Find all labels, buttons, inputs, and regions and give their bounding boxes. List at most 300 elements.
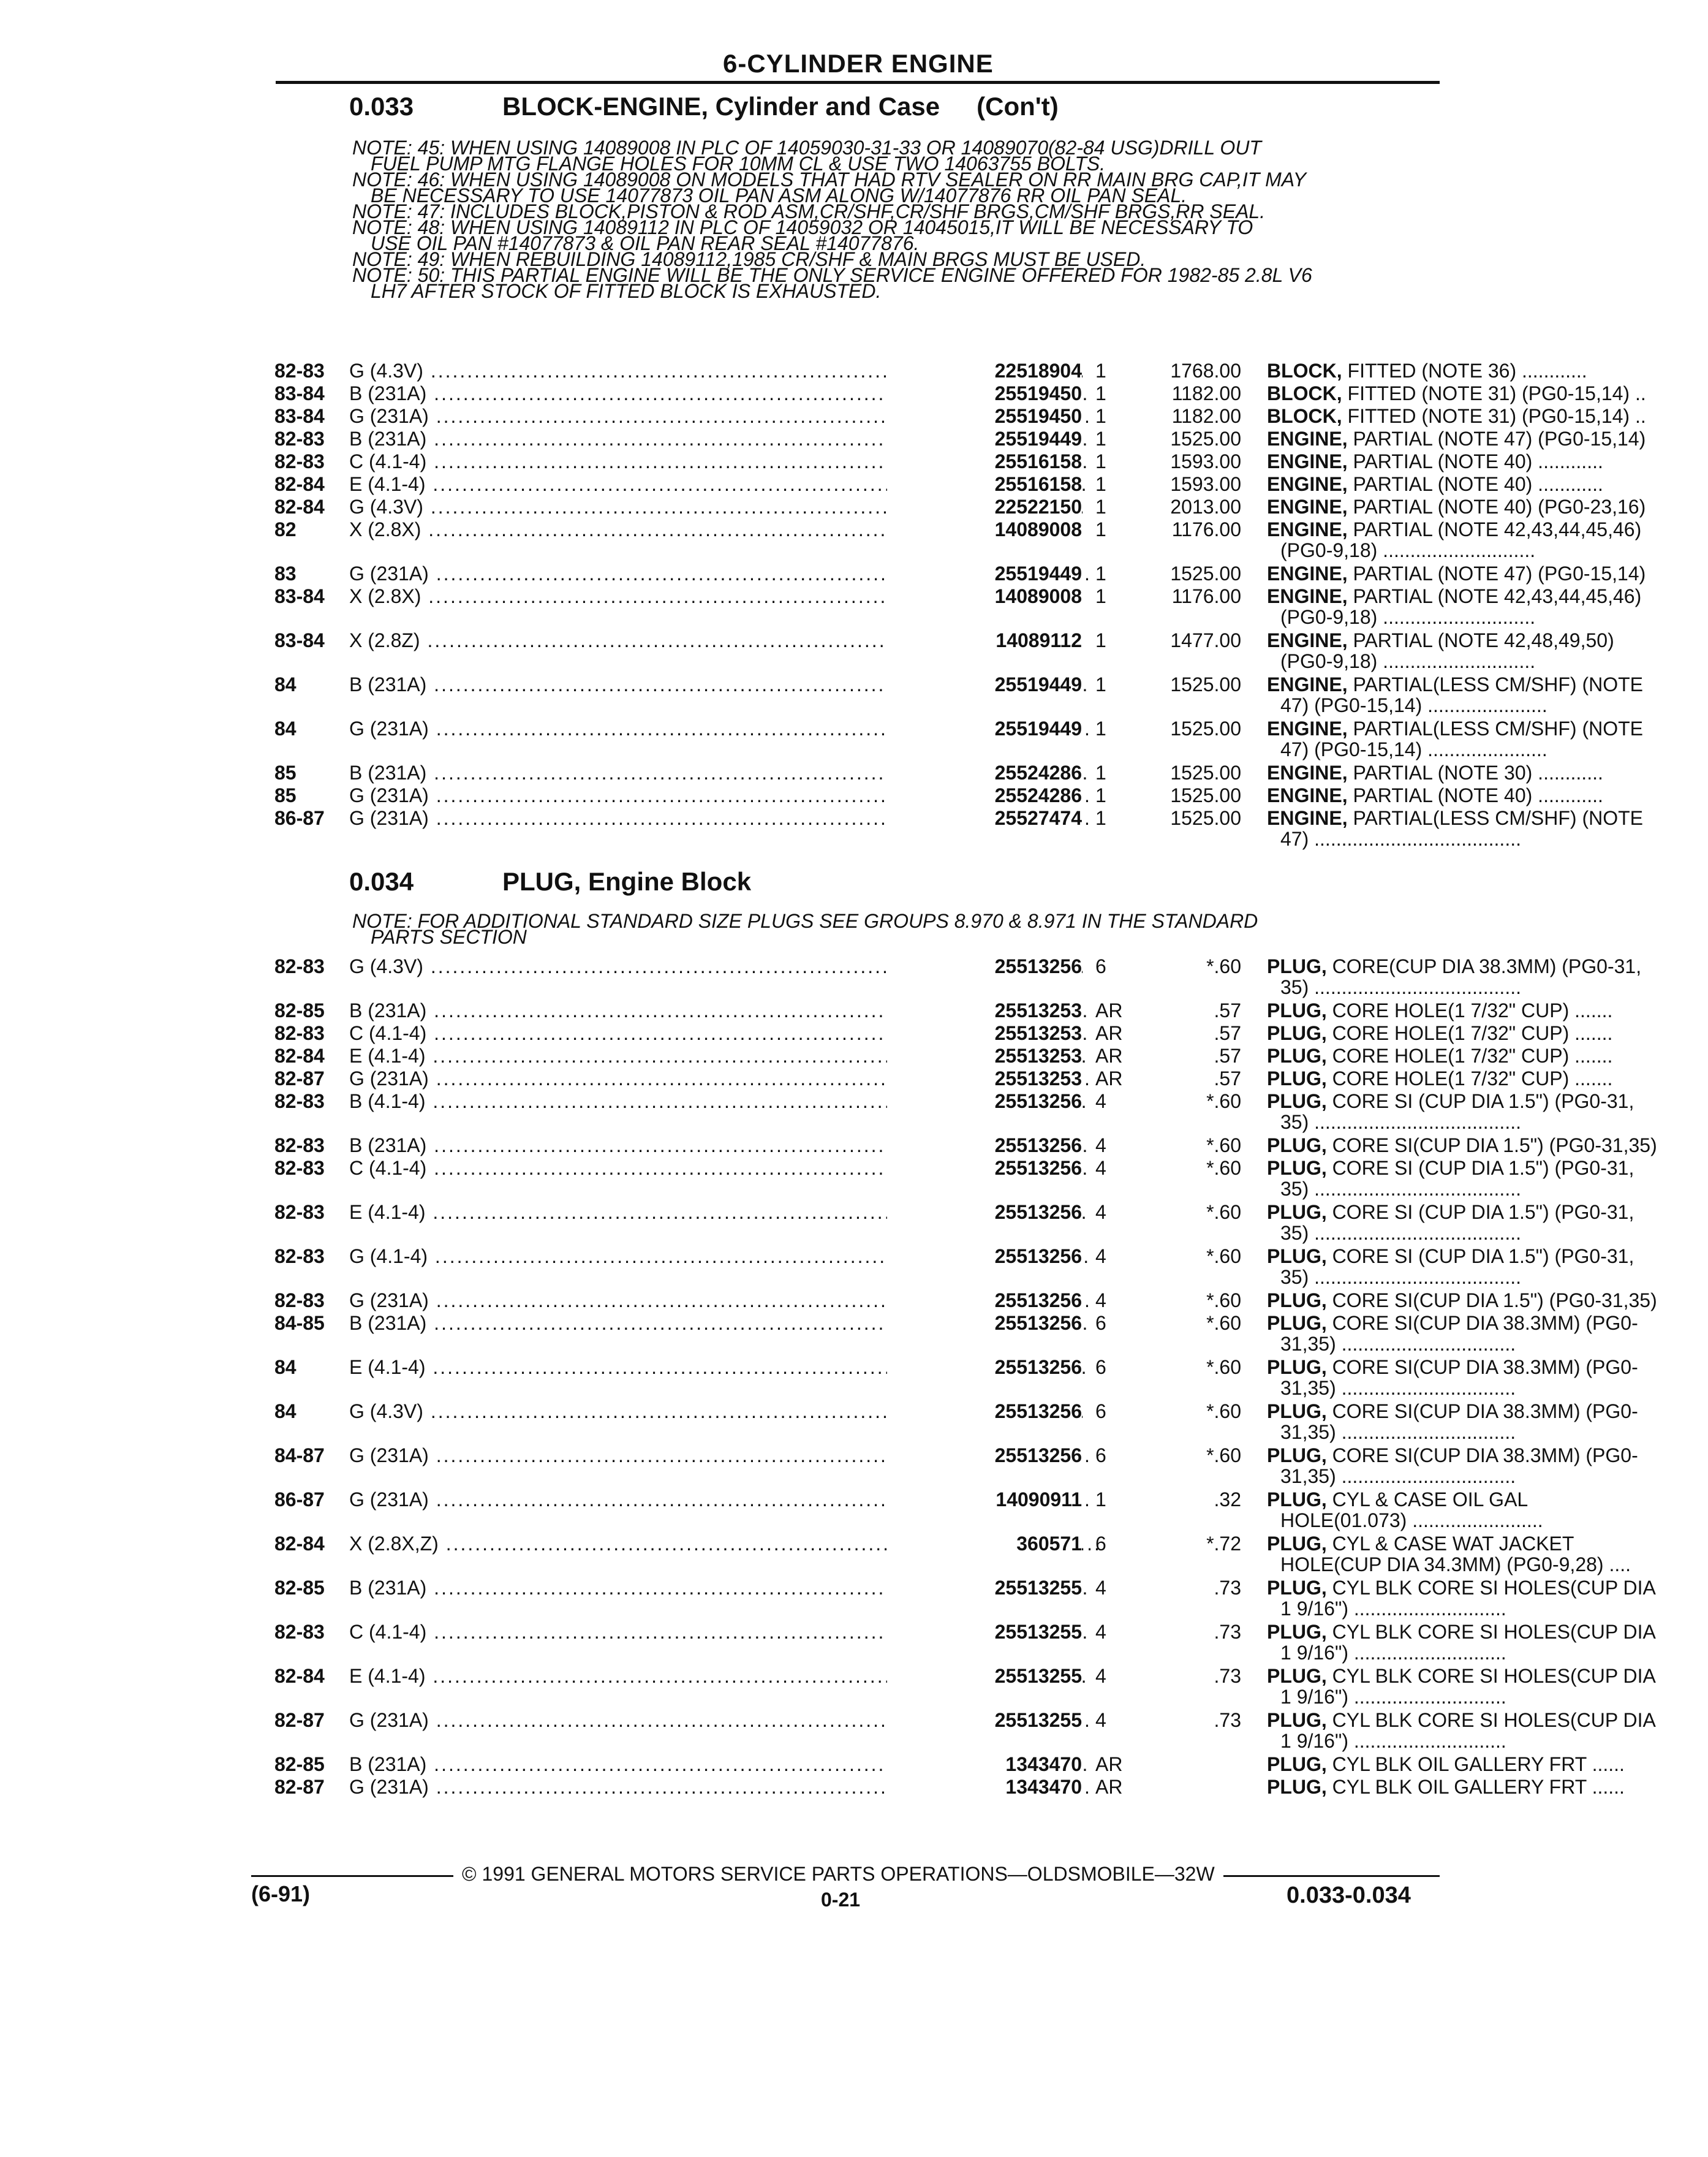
price: .32 [1214,1488,1241,1511]
quantity: 4 [1095,1621,1106,1643]
model-years: 82-83 [274,428,325,450]
part-description-keyword: ENGINE, [1267,473,1348,495]
note-line: LH7 AFTER STOCK OF FITTED BLOCK IS EXHAUSTED. [371,280,882,302]
model-years: 82-83 [274,1201,325,1223]
vehicle-model: B (231A) ..... [349,1754,956,1775]
price: *.60 [1206,1245,1241,1267]
part-description [1267,1489,1708,1531]
part-description [1267,1202,1708,1243]
vehicle-model: G (231A) ..... [349,1445,956,1466]
quantity: AR [1095,1776,1123,1798]
price: *.60 [1206,1289,1241,1311]
model-years: 82-85 [274,1577,325,1599]
part-description-text: CORE HOLE(1 7/32" CUP) ....... [1326,999,1613,1022]
part-number: 14089112 [887,630,1082,651]
part-number: 25524286 [887,762,1082,783]
part-description [1267,586,1708,627]
vehicle-model: X (2.8X) ..... [349,519,956,540]
part-description [1267,474,1708,495]
part-description [1267,563,1708,584]
price: .73 [1214,1577,1241,1599]
model-years: 82-83 [274,360,325,382]
model-years: 82-83 [274,450,325,472]
part-number: 25519449 [887,718,1082,739]
vehicle-model: B (231A) ..... [349,383,956,404]
note-line: NOTE: 46: WHEN USING 14089008 ON MODELS THAT HAD RTV SEALER ON RR MAIN BRG CAP,IT MAY [352,169,1307,191]
note-line: NOTE: 45: WHEN USING 14089008 IN PLC OF 14059030-31-33 OR 14089070(82-84 USG)DRILL OUT [352,137,1261,159]
price: *.60 [1206,1157,1241,1179]
table-row [274,1090,1634,1135]
quantity: 4 [1095,1157,1106,1179]
table-row [274,585,1642,630]
part-description-keyword: ENGINE, [1267,807,1348,829]
part-number: 25516158 [887,474,1082,495]
price: 1593.00 [1170,473,1241,495]
model-years: 82-83 [274,955,325,977]
part-description-keyword: ENGINE, [1267,718,1348,740]
part-description-keyword: PLUG, [1267,1776,1327,1798]
part-description [1267,1023,1708,1044]
table-row [274,405,1646,428]
model-years: 83 [274,563,297,585]
part-number: 25513253 [887,1000,1082,1021]
part-description-keyword: PLUG, [1267,1665,1327,1687]
part-description-keyword: ENGINE, [1267,585,1348,607]
part-description-text: FITTED (NOTE 31) (PG0-15,14) .. [1342,405,1646,427]
vehicle-model: B (231A) ..... [349,1000,956,1021]
vehicle-model: B (4.1-4) ..... [349,1091,956,1112]
quantity: 1 [1095,450,1106,472]
table-row [274,807,1644,852]
note-line: FUEL PUMP MTG FLANGE HOLES FOR 10MM CL & USE TWO 14063755 BOLTS. [371,153,1106,175]
model-years: 84 [274,1356,297,1378]
part-number: 25513256 [887,1158,1082,1178]
part-description-continued: (PG0-9,18) ............................ [1280,539,1536,561]
part-number: 1343470 [887,1754,1082,1775]
quantity: 1 [1095,1488,1106,1511]
part-description-text: CORE HOLE(1 7/32" CUP) ....... [1326,1045,1613,1067]
part-description-text: CYL & CASE OIL GAL [1326,1488,1529,1511]
table-row [274,1134,1657,1158]
quantity: 1 [1095,784,1106,806]
part-description [1267,1158,1708,1199]
vehicle-model: E (4.1-4) ..... [349,474,956,495]
vehicle-model: G (231A) ..... [349,808,956,828]
price: *.60 [1206,1312,1241,1334]
price: 1525.00 [1170,673,1241,696]
part-description-keyword: BLOCK, [1267,360,1342,382]
price: .73 [1214,1665,1241,1687]
part-description-continued: 47) (PG0-15,14) ...................... [1280,738,1547,760]
part-description [1267,1401,1708,1442]
note-line: NOTE: 50: THIS PARTIAL ENGINE WILL BE THE ONLY SERVICE ENGINE OFFERED FOR 1982-85 2.8L V6 [352,264,1312,286]
part-description-text: PARTIAL (NOTE 47) (PG0-15,14) [1347,428,1646,450]
model-years: 84 [274,673,297,696]
price: 1525.00 [1170,563,1241,585]
section-title: BLOCK-ENGINE, Cylinder and Case [502,92,940,121]
part-number: 25513256 [887,1313,1082,1333]
vehicle-model: X (2.8X) ..... [349,586,956,607]
part-number: 14089008 [887,519,1082,540]
part-description-text: PARTIAL (NOTE 30) ............ [1347,762,1603,784]
part-description [1267,1533,1708,1575]
part-description-continued: 35) ...................................... [1280,1266,1521,1288]
part-description-text: FITTED (NOTE 36) ............ [1342,360,1587,382]
part-number: 14089008 [887,586,1082,607]
part-description-keyword: PLUG, [1267,1444,1327,1466]
part-description-text: CORE SI(CUP DIA 38.3MM) (PG0- [1326,1444,1638,1466]
part-description-continued: HOLE(CUP DIA 34.3MM) (PG0-9,28) .... [1280,1553,1631,1575]
part-description-text: CYL BLK CORE SI HOLES(CUP DIA [1326,1621,1656,1643]
part-description [1267,762,1708,783]
page-title: 6-CYLINDER ENGINE [723,49,994,78]
parts-table-0034 [274,955,1657,1799]
part-description-keyword: ENGINE, [1267,518,1348,540]
part-description-continued: 35) ...................................... [1280,1111,1521,1133]
vehicle-model: G (4.1-4) ..... [349,1246,956,1267]
vehicle-model: G (4.3V) ..... [349,1401,956,1422]
price: *.60 [1206,1090,1241,1112]
quantity: 4 [1095,1577,1106,1599]
part-number: 25513253 [887,1068,1082,1089]
vehicle-model: B (231A) ..... [349,762,956,783]
vehicle-model: G (4.3V) ..... [349,496,956,517]
table-row [274,382,1646,406]
model-years: 82-84 [274,1045,325,1067]
model-years: 84-85 [274,1312,325,1334]
part-description [1267,785,1708,806]
model-years: 82-84 [274,496,325,518]
section-heading-0034 [349,867,751,897]
part-description-text: PARTIAL(LESS CM/SHF) (NOTE [1347,673,1644,696]
price: 1182.00 [1171,405,1241,427]
table-row [274,473,1603,496]
quantity: 4 [1095,1665,1106,1687]
quantity: 1 [1095,473,1106,495]
table-row [274,1312,1638,1357]
price: .57 [1214,1022,1241,1044]
table-row [274,1157,1634,1202]
quantity: 6 [1095,1356,1106,1378]
table-row [274,1444,1638,1489]
part-description-continued: 1 9/16") ............................ [1280,1642,1506,1664]
part-description-keyword: BLOCK, [1267,382,1342,404]
vehicle-model: G (4.3V) ..... [349,956,956,977]
quantity: 1 [1095,405,1106,427]
quantity: 4 [1095,1134,1106,1156]
part-description-keyword: PLUG, [1267,1134,1327,1156]
part-description-keyword: ENGINE, [1267,428,1348,450]
vehicle-model: E (4.1-4) ..... [349,1202,956,1223]
vehicle-model: E (4.1-4) ..... [349,1666,956,1686]
part-description-keyword: PLUG, [1267,1709,1327,1731]
part-description-text: CORE SI(CUP DIA 38.3MM) (PG0- [1326,1312,1638,1334]
part-description-text: CORE SI(CUP DIA 1.5") (PG0-31,35) [1326,1134,1657,1156]
quantity: 6 [1095,1533,1106,1555]
part-description-text: PARTIAL (NOTE 40) ............ [1347,473,1603,495]
price: .73 [1214,1709,1241,1731]
table-row [274,1753,1625,1776]
price: 1182.00 [1171,382,1241,404]
model-years: 86-87 [274,807,325,829]
part-description [1267,1313,1708,1354]
part-description [1267,1290,1708,1311]
part-number: 25527474 [887,808,1082,828]
model-years: 83-84 [274,629,325,651]
vehicle-model: G (231A) ..... [349,1776,956,1797]
part-number: 25513256 [887,1246,1082,1267]
table-row [274,428,1646,451]
part-description [1267,360,1708,381]
part-number: 1343470 [887,1776,1082,1797]
part-description-keyword: PLUG, [1267,1621,1327,1643]
price: *.60 [1206,1134,1241,1156]
model-years: 82-83 [274,1621,325,1643]
price: *.60 [1206,1356,1241,1378]
model-years: 83-84 [274,585,325,607]
note-line: NOTE: 48: WHEN USING 14089112 IN PLC OF 14059032 OR 14045015,IT WILL BE NECESSARY TO [352,216,1253,238]
note-line: NOTE: FOR ADDITIONAL STANDARD SIZE PLUGS SEE GROUPS 8.970 & 8.971 IN THE STANDARD [352,910,1258,932]
part-description-keyword: PLUG, [1267,1022,1327,1044]
model-years: 83-84 [274,382,325,404]
model-years: 85 [274,762,297,784]
price: .57 [1214,1045,1241,1067]
part-description-keyword: PLUG, [1267,999,1327,1022]
quantity: 4 [1095,1090,1106,1112]
part-description-keyword: PLUG, [1267,1488,1327,1511]
footer-page-number: 0-21 [821,1889,861,1911]
price: 1477.00 [1170,629,1241,651]
part-description-text: PARTIAL (NOTE 42,48,49,50) [1347,629,1614,651]
quantity: AR [1095,1753,1123,1775]
table-row [274,762,1603,785]
part-description [1267,428,1708,449]
part-number: 22522150 [887,496,1082,517]
part-number: 25513255 [887,1666,1082,1686]
part-description-text: CORE SI (CUP DIA 1.5") (PG0-31, [1326,1201,1634,1223]
part-description-text: CORE HOLE(1 7/32" CUP) ....... [1326,1067,1613,1090]
part-description-continued: 47) (PG0-15,14) ...................... [1280,694,1547,716]
part-description-keyword: ENGINE, [1267,784,1348,806]
part-description [1267,1045,1708,1066]
section-number: 0.034 [349,867,414,896]
part-description [1267,1666,1708,1707]
part-number: 25513255 [887,1621,1082,1642]
part-number: 14090911 [887,1489,1082,1510]
page-header [276,49,1440,84]
model-years: 82-87 [274,1067,325,1090]
quantity: 1 [1095,629,1106,651]
vehicle-model: B (231A) ..... [349,1313,956,1333]
vehicle-model: G (231A) ..... [349,563,956,584]
part-description-continued: 31,35) ................................ [1280,1465,1516,1487]
part-number: 25516158 [887,451,1082,472]
section-cont-label: (Con't) [977,92,1059,121]
part-description-keyword: PLUG, [1267,1533,1327,1555]
quantity: AR [1095,1067,1123,1090]
vehicle-model: E (4.1-4) ..... [349,1045,956,1066]
part-description [1267,630,1708,672]
vehicle-model: G (231A) ..... [349,785,956,806]
part-description-continued: 1 9/16") ............................ [1280,1598,1506,1620]
note-line: NOTE: 47: INCLUDES BLOCK,PISTON & ROD ASM,CR/SHF,CR/SHF BRGS,CM/SHF BRGS,RR SEAL. [352,200,1266,222]
quantity: AR [1095,999,1123,1022]
quantity: 1 [1095,807,1106,829]
part-description-text: CYL BLK OIL GALLERY FRT ...... [1326,1753,1625,1775]
quantity: 1 [1095,585,1106,607]
part-description [1267,1621,1708,1663]
quantity: 1 [1095,518,1106,540]
part-description-keyword: PLUG, [1267,955,1327,977]
table-row [274,518,1642,563]
price: .57 [1214,999,1241,1022]
quantity: 4 [1095,1289,1106,1311]
quantity: 1 [1095,428,1106,450]
quantity: 1 [1095,382,1106,404]
price: .57 [1214,1067,1241,1090]
part-description-text: PARTIAL (NOTE 40) ............ [1347,784,1603,806]
part-description-keyword: PLUG, [1267,1201,1327,1223]
price: *.60 [1206,1400,1241,1422]
part-description-keyword: PLUG, [1267,1753,1327,1775]
part-description-text: PARTIAL (NOTE 42,43,44,45,46) [1347,585,1642,607]
part-description [1267,1000,1708,1021]
part-description-keyword: PLUG, [1267,1312,1327,1334]
part-description [1267,1754,1708,1775]
vehicle-model: C (4.1-4) ..... [349,451,956,472]
part-description [1267,406,1708,426]
vehicle-model: B (231A) ..... [349,1577,956,1598]
part-description-text: CYL & CASE WAT JACKET [1326,1533,1574,1555]
part-description-continued: 31,35) ................................ [1280,1333,1516,1355]
part-description [1267,519,1708,561]
part-description-text: PARTIAL (NOTE 47) (PG0-15,14) [1347,563,1646,585]
part-description [1267,808,1708,849]
table-row [274,450,1603,474]
quantity: AR [1095,1022,1123,1044]
part-description-keyword: PLUG, [1267,1400,1327,1422]
part-description-text: CORE SI(CUP DIA 38.3MM) (PG0- [1326,1356,1638,1378]
part-number: 25519449 [887,563,1082,584]
footer-date: (6-91) [251,1881,311,1906]
part-description-continued: 31,35) ................................ [1280,1421,1516,1443]
part-number: 25519450 [887,383,1082,404]
part-number: 25513256 [887,1357,1082,1378]
quantity: 1 [1095,762,1106,784]
table-row [274,1356,1638,1401]
part-number: 25519449 [887,674,1082,695]
part-number: 25513256 [887,1290,1082,1311]
part-description-text: CYL BLK CORE SI HOLES(CUP DIA [1326,1709,1656,1731]
part-description-keyword: ENGINE, [1267,563,1348,585]
vehicle-model: B (231A) ..... [349,674,956,695]
part-description-text: PARTIAL (NOTE 40) (PG0-23,16) [1347,496,1646,518]
quantity: 6 [1095,1312,1106,1334]
part-description-text: PARTIAL(LESS CM/SHF) (NOTE [1347,807,1644,829]
quantity: 4 [1095,1245,1106,1267]
part-description [1267,1710,1708,1751]
table-row [274,955,1642,1000]
price: 1525.00 [1170,718,1241,740]
vehicle-model: C (4.1-4) ..... [349,1023,956,1044]
section-notes-0033 [352,137,1455,302]
table-row [274,1533,1631,1577]
price: *.60 [1206,1201,1241,1223]
price: 1525.00 [1170,762,1241,784]
model-years: 82-87 [274,1709,325,1731]
model-years: 82-83 [274,1134,325,1156]
vehicle-model: C (4.1-4) ..... [349,1621,956,1642]
quantity: AR [1095,1045,1123,1067]
part-description-text: CORE SI(CUP DIA 38.3MM) (PG0- [1326,1400,1638,1422]
vehicle-model: X (2.8X,Z) ..... [349,1533,956,1554]
part-description [1267,956,1708,998]
part-description-continued: 31,35) ................................ [1280,1377,1516,1399]
model-years: 84 [274,1400,297,1422]
part-number: 25513253 [887,1045,1082,1066]
part-number: 25519449 [887,428,1082,449]
part-description-text: CORE HOLE(1 7/32" CUP) ....... [1326,1022,1613,1044]
quantity: 6 [1095,1444,1106,1466]
part-description-keyword: ENGINE, [1267,496,1348,518]
part-description-text: CORE SI (CUP DIA 1.5") (PG0-31, [1326,1090,1634,1112]
part-number: 25519450 [887,406,1082,426]
part-description-text: CORE SI(CUP DIA 1.5") (PG0-31,35) [1326,1289,1657,1311]
section-title: PLUG, Engine Block [502,867,752,896]
section-heading-0033 [349,92,1059,121]
part-number: 22518904 [887,360,1082,381]
model-years: 82-83 [274,1157,325,1179]
quantity: 1 [1095,718,1106,740]
quantity: 4 [1095,1709,1106,1731]
part-number: 25513253 [887,1023,1082,1044]
price: 2013.00 [1170,496,1241,518]
vehicle-model: E (4.1-4) ..... [349,1357,956,1378]
part-description [1267,383,1708,404]
table-row [274,1665,1656,1710]
quantity: 1 [1095,673,1106,696]
price: 1176.00 [1171,518,1241,540]
part-description [1267,451,1708,472]
price: 1525.00 [1170,807,1241,829]
table-row [274,1022,1613,1045]
vehicle-model: C (4.1-4) ..... [349,1158,956,1178]
part-description-keyword: ENGINE, [1267,629,1348,651]
price: 1525.00 [1170,428,1241,450]
table-row [274,1400,1638,1445]
part-description [1267,1776,1708,1797]
part-description-keyword: PLUG, [1267,1067,1327,1090]
part-description-text: CORE SI (CUP DIA 1.5") (PG0-31, [1326,1157,1634,1179]
part-description-text: PARTIAL (NOTE 40) ............ [1347,450,1603,472]
part-description-keyword: BLOCK, [1267,405,1342,427]
part-number: 25513256 [887,1091,1082,1112]
quantity: 1 [1095,360,1106,382]
model-years: 85 [274,784,297,806]
part-description-keyword: PLUG, [1267,1045,1327,1067]
vehicle-model: G (231A) ..... [349,406,956,426]
vehicle-model: X (2.8Z) ..... [349,630,956,651]
vehicle-model: G (231A) ..... [349,1489,956,1510]
part-description-keyword: PLUG, [1267,1157,1327,1179]
part-description-continued: 47) ...................................... [1280,828,1521,850]
vehicle-model: G (231A) ..... [349,1068,956,1089]
part-description-continued: HOLE(01.073) ........................ [1280,1509,1543,1531]
table-row [274,629,1614,674]
price: *.60 [1206,1444,1241,1466]
table-row [274,1621,1656,1666]
part-description-text: PARTIAL (NOTE 42,43,44,45,46) [1347,518,1642,540]
